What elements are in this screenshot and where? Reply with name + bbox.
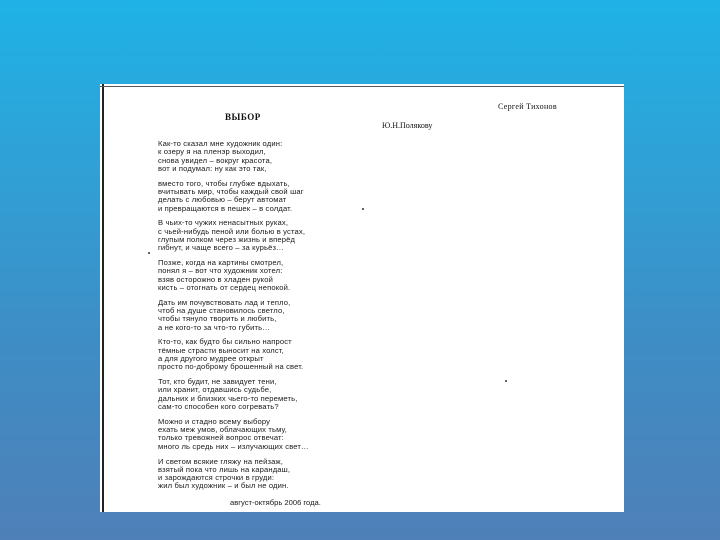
poem-line: делать с любовью – берут автомат [158, 195, 287, 205]
poem-line: чтоб на душе становилось светло, [158, 306, 285, 316]
poem-line: и зарождаются строчки в груди: [158, 473, 275, 483]
poem-line: а не кого-то за что-то губить… [158, 322, 270, 332]
scan-border [102, 84, 104, 512]
poem-line: Позже, когда на картины смотрел, [158, 258, 284, 268]
poem-title: ВЫБОР [225, 112, 261, 122]
poem-line: вчитывать мир, чтобы каждый свой шаг [158, 186, 304, 196]
poem-line: глупым полком через жизнь и вперёд [158, 234, 296, 244]
poem-line: взятый пока что лишь на карандаш, [158, 464, 291, 474]
poem-line: кисть – отогнать от сердец непокой. [158, 282, 291, 292]
poem-line: чтобы тянуло творить и любить, [158, 314, 277, 324]
poem-line: много ль средь них – излучающих свет… [158, 441, 309, 451]
poem-line: и превращаются в пешек – в солдат. [158, 203, 293, 213]
poem-line: только тревожней вопрос отвечат: [158, 433, 284, 443]
poem-line: вместо того, чтобы глубже вдыхать, [158, 178, 290, 188]
poem-stanza [158, 180, 458, 213]
poem-stanza [158, 259, 458, 292]
poem-line: или хранит, отдавшись судьбе, [158, 385, 272, 395]
poem-line: В чьих-то чужих ненасытных руках, [158, 218, 289, 228]
poem-line: гибнут, и чаще всего – за курьёз… [158, 243, 284, 253]
poem-stanza [158, 219, 458, 252]
poem-line: Как-то сказал мне художник один: [158, 139, 283, 148]
poem-stanza [158, 458, 458, 491]
scanned-page [100, 84, 624, 512]
poem-line: вот и подумал: ну как это так, [158, 163, 267, 173]
scan-speck [362, 208, 364, 210]
scan-border-top [100, 86, 624, 87]
poem-line: дальних и близких чьего-то переметь, [158, 393, 298, 403]
poem-line: Тот, кто будит, не завидует тени, [158, 377, 277, 387]
poem-stanza [158, 299, 458, 332]
poem-line: а для другого мудрее открыт [158, 354, 264, 364]
poem-line: с чьей-нибудь пеной или болью в устах, [158, 226, 306, 236]
poem-author: Сергей Тихонов [498, 102, 557, 111]
poem-line: ехать меж умов, облачающих тьму, [158, 425, 288, 435]
poem-line: тёмные страсти выносит на холст, [158, 345, 284, 355]
poem-line: снова увидел – вокруг красота, [158, 155, 273, 165]
poem-line: понял я – вот что художник хотел: [158, 266, 283, 276]
poem-line: И светом всякие гляжу на пейзаж, [158, 456, 284, 466]
poem-stanza [158, 338, 458, 371]
poem-body [158, 140, 458, 497]
poem-line: просто по-доброму брошенный на свет. [158, 362, 304, 372]
poem-dedication: Ю.Н.Полякову [382, 121, 433, 130]
scan-speck [505, 380, 507, 382]
poem-stanza [158, 378, 458, 411]
poem-stanza [158, 418, 458, 451]
poem-line: к озеру я на пленэр выходил, [158, 147, 266, 157]
scan-speck [148, 252, 150, 254]
poem-line: Можно и стадно всему выбору [158, 416, 271, 426]
poem-stanza [158, 140, 458, 173]
poem-line: сам-то способен кого согревать? [158, 402, 279, 412]
poem-date: август-октябрь 2006 года. [230, 498, 321, 507]
poem-line: жил был художник – и был не один. [158, 481, 289, 491]
poem-line: Кто-то, как будто бы сильно напрост [158, 337, 292, 347]
poem-line: Дать им почувствовать лад и тепло, [158, 297, 291, 307]
poem-line: взяв осторожно в хладен рукой [158, 274, 274, 284]
